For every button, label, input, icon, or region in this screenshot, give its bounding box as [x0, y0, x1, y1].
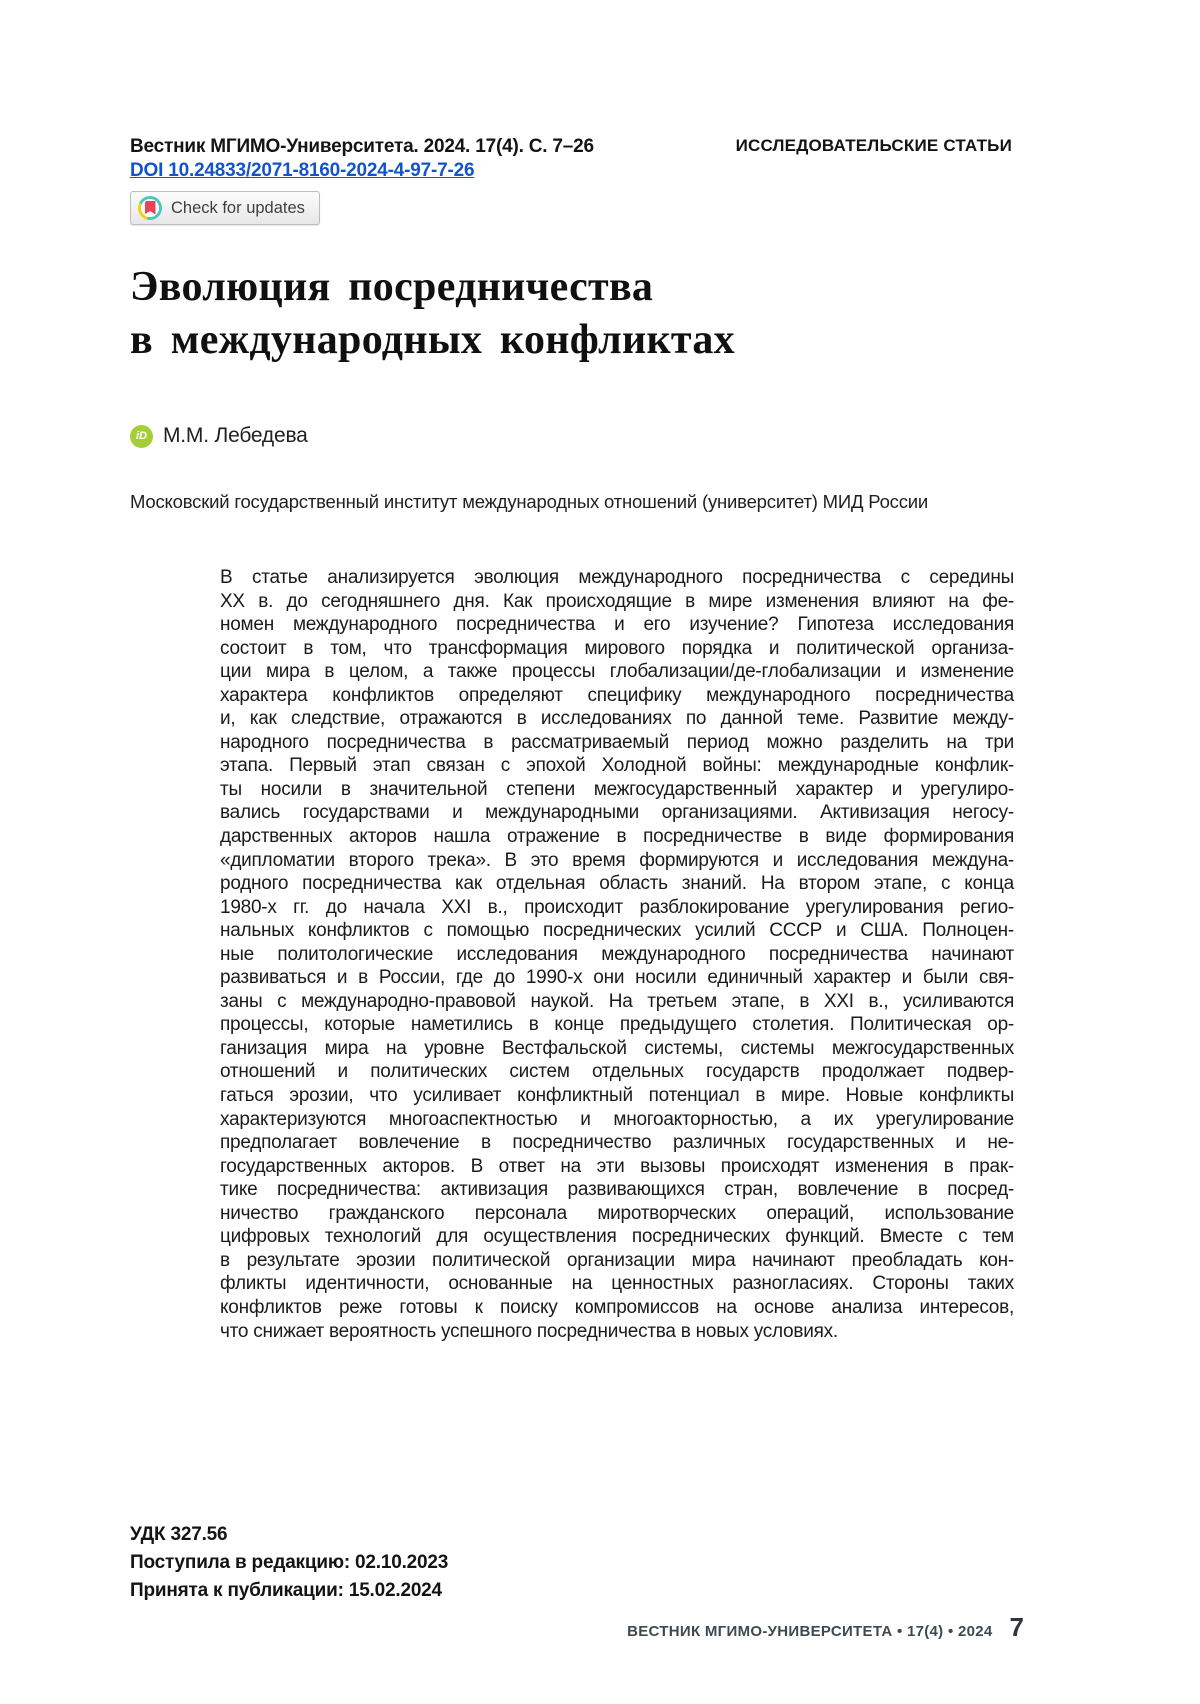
abstract-line: этапа. Первый этап связан с эпохой Холодной войны: международные конфлик-	[220, 755, 1014, 777]
abstract-line: цифровых технологий для осуществления посреднических функций. Вместе с тем	[220, 1226, 1014, 1248]
check-for-updates-button[interactable]	[130, 191, 320, 225]
article-title	[130, 261, 735, 367]
abstract-line: гаться эрозии, что усиливает конфликтный потенциал в мире. Новые конфликты	[220, 1085, 1014, 1107]
abstract-line: родного посредничества как отдельная область знаний. На втором этапе, с конца	[220, 873, 1014, 895]
abstract-line: «дипломатии второго трека». В это время формируются и исследования междуна-	[220, 849, 1014, 871]
doi-link[interactable]: DOI 10.24833/2071-8160-2024-4-97-7-26	[130, 160, 475, 181]
abstract-line: номен международного посредничества и его изучение? Гипотеза исследования	[220, 614, 1014, 636]
journal-reference: Вестник МГИМО-Университета. 2024. 17(4). С. 7–26	[130, 136, 594, 157]
abstract-line: В статье анализируется эволюция международного посредничества с середины	[220, 567, 1014, 588]
abstract-line: народного посредничества в рассматриваемый период можно разделить на три	[220, 731, 1014, 753]
abstract-line: заны с международно-правовой наукой. На третьем этапе, в XXI в., усиливаются	[220, 990, 1014, 1012]
author-row	[130, 424, 308, 448]
abstract-line: отношений и политических систем отдельных государств продолжает подвер-	[220, 1061, 1014, 1083]
abstract-line: характеризуются многоаспектностью и многоакторностью, а их урегулирование	[220, 1108, 1014, 1130]
received-date: Поступила в редакцию: 02.10.2023	[130, 1552, 449, 1573]
article-meta-block	[130, 1521, 448, 1605]
section-label: ИССЛЕДОВАТЕЛЬСКИЕ СТАТЬИ	[735, 136, 1012, 155]
abstract-line: ганизация мира на уровне Вестфальской системы, системы межгосударственных	[220, 1037, 1014, 1059]
abstract-line: ные политологические исследования международного посредничества начинают	[220, 943, 1014, 965]
page-footer	[130, 1612, 1024, 1643]
abstract-line: конфликтов реже готовы к поиску компромиссов на основе анализа интересов,	[220, 1296, 1014, 1318]
abstract-line: ции мира в целом, а также процессы глобализации/де-глобализации и изменение	[220, 661, 1014, 683]
abstract-block	[220, 566, 1014, 1343]
crossmark-icon	[138, 196, 162, 220]
abstract-line: в результате эрозии политической организации мира начинают преобладать кон-	[220, 1249, 1014, 1271]
udc-code: УДК 327.56	[130, 1524, 228, 1545]
accepted-date: Принята к публикации: 15.02.2024	[130, 1580, 442, 1601]
abstract-line: предполагает вовлечение в посредничество различных государственных и не-	[220, 1132, 1014, 1154]
abstract-line: 1980-х гг. до начала XXI в., происходит разблокирование урегулирования регио-	[220, 896, 1014, 918]
abstract-line: что снижает вероятность успешного посредничества в новых условиях.	[220, 1320, 838, 1342]
author-affiliation: Московский государственный институт международных отношений (университет) МИД России	[130, 491, 929, 512]
abstract-line: вались государствами и международными организациями. Активизация негосу-	[220, 802, 1014, 824]
abstract-line: нальных конфликтов с помощью посреднических усилий СССР и США. Полноцен-	[220, 920, 1014, 942]
abstract-line: развиваться и в России, где до 1990-х они носили единичный характер и были свя-	[220, 967, 1014, 989]
abstract-line: состоит в том, что трансформация мирового порядка и политической организа-	[220, 637, 1014, 659]
abstract-line: дарственных акторов нашла отражение в посредничестве в виде формирования	[220, 826, 1014, 848]
article-title-line-1: Эволюция посредничества	[130, 264, 654, 310]
abstract-line: государственных акторов. В ответ на эти вызовы происходят изменения в прак-	[220, 1155, 1014, 1177]
crossmark-bookmark-icon	[145, 201, 156, 215]
page-number: 7	[1009, 1612, 1024, 1642]
abstract-line: фликты идентичности, основанные на ценностных разногласиях. Стороны таких	[220, 1273, 1014, 1295]
footer-journal-line: ВЕСТНИК МГИМО-УНИВЕРСИТЕТА • 17(4) • 2024	[627, 1623, 993, 1640]
abstract-line: ничество гражданского персонала миротворческих операций, использование	[220, 1202, 1014, 1224]
abstract-line: ХХ в. до сегодняшнего дня. Как происходящие в мире изменения влияют на фе-	[220, 590, 1014, 612]
abstract-line: и, как следствие, отражаются в исследованиях по данной теме. Развитие между-	[220, 708, 1014, 730]
article-title-line-2: в международных конфликтах	[130, 317, 735, 363]
author-name: М.М. Лебедева	[163, 424, 308, 447]
orcid-id-icon[interactable]: iD	[130, 425, 153, 448]
check-for-updates-label: Check for updates	[171, 198, 305, 217]
abstract-line: характера конфликтов определяют специфику международного посредничества	[220, 684, 1014, 706]
abstract-line: процессы, которые наметились в конце предыдущего столетия. Политическая ор-	[220, 1014, 1014, 1036]
abstract-line: ты носили в значительной степени межгосударственный характер и урегулиро-	[220, 778, 1014, 800]
page-header	[130, 136, 1012, 158]
abstract-line: тике посредничества: активизация развивающихся стран, вовлечение в посред-	[220, 1179, 1014, 1201]
